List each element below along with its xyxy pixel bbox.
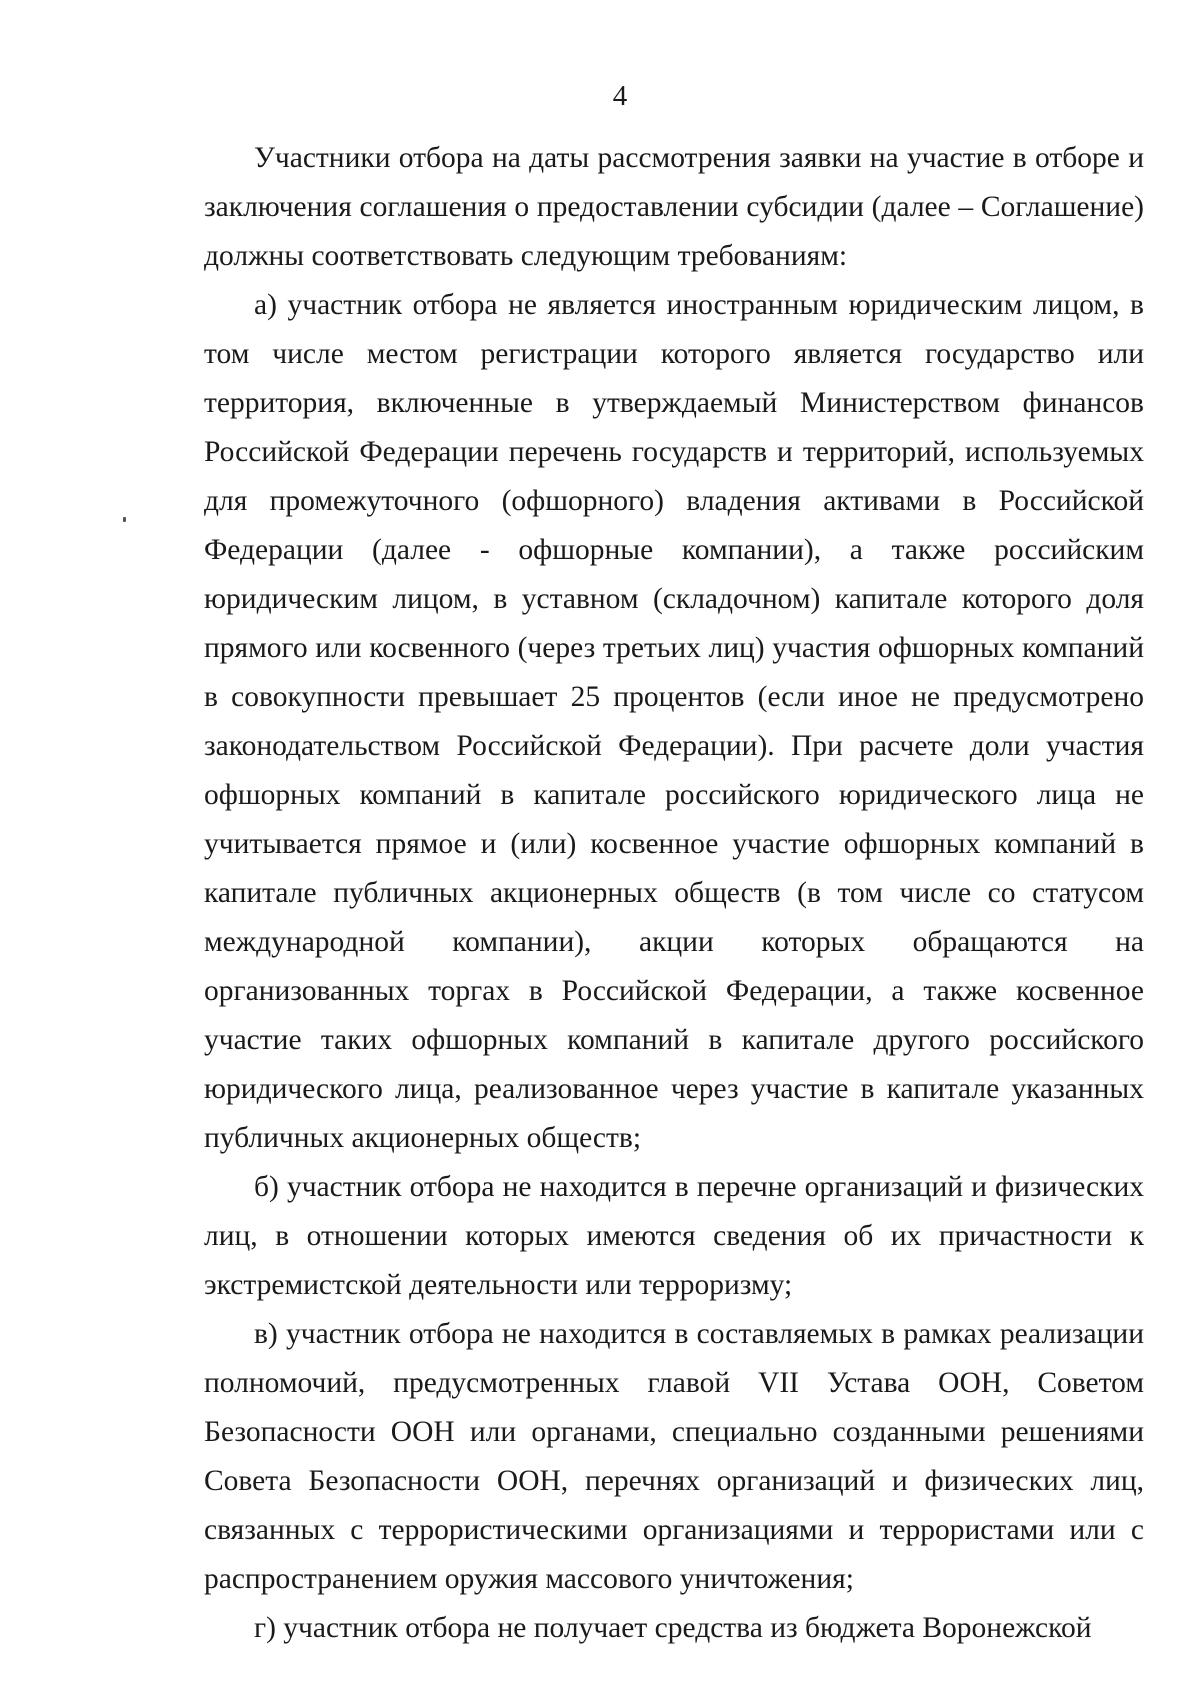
paragraph-item-a: а) участник отбора не является иностранным юридическим лицом, в том числе местом регистрации которого является государство или территория, включенные в утверждаемый Министерством финансов Российской Федерации перечень государств и территорий, используемых для промежуточного (офшорного) владения активами в Российской Федерации (далее - офшорные компании), а также российским юридическим лицом, в уставном (складочном) капитале которого доля прямого или косвенного (через третьих лиц) участия офшорных компаний в совокупности превышает 25 процентов (если иное не предусмотрено законодательством Российской Федерации). При расчете доли участия офшорных компаний в капитале российского юридического лица не учитывается прямое и (или) косвенное участие офшорных компаний в капитале публичных акционерных обществ (в том числе со статусом международной компании), акции которых обращаются на организованных торгах в Российской Федерации, а также косвенное участие таких офшорных компаний в капитале другого российского юридического лица, реализованное через участие в капитале указанных публичных акционерных обществ; [204,289,1144,1154]
paragraph-item-g: г) участник отбора не получает средства из бюджета Воронежской [254,1612,1092,1644]
paragraph-intro: Участники отбора на даты рассмотрения заявки на участие в отборе и заключения соглашения о предоставлении субсидии (далее – Соглашение) должны соответствовать следующим требованиям: [204,142,1144,272]
paragraph-item-v: в) участник отбора не находится в составляемых в рамках реализации полномочий, предусмотренных главой VII Устава ООН, Советом Безопасности ООН или органами, специально созданными решениями Совета Безопасности ООН, перечнях организаций и физических лиц, связанных с террористическими организациями и террористами или с распространением оружия массового уничтожения; [204,1318,1144,1595]
scan-artifact-mark [123,517,126,522]
document-body [204,134,1144,1653]
paragraph-item-b: б) участник отбора не находится в перечне организаций и физических лиц, в отношении которых имеются сведения об их причастности к экстремистской деятельности или терроризму; [204,1171,1144,1301]
page-number: 4 [612,80,628,112]
